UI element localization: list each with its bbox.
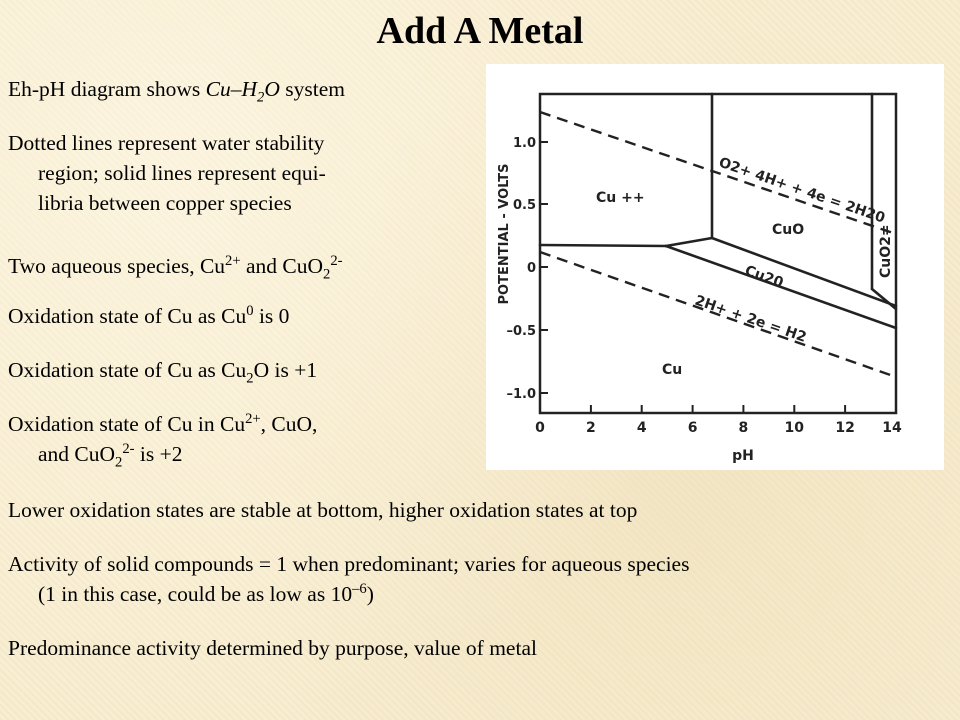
- label-water-upper: O2+ 4H+ + 4e = 2H20: [716, 154, 887, 227]
- x-tick-6: 6: [687, 420, 698, 436]
- bullet-aqueous-species: Two aqueous species, $Cu^{2+}$ and CuO$_2^{2-}$: [8, 252, 343, 283]
- x-tick-2: 2: [586, 420, 596, 436]
- y-tick-1.0: 1.0: [512, 136, 536, 151]
- eh-ph-diagram: [486, 64, 944, 470]
- line-water-upper: [540, 112, 896, 234]
- bullet-activity: Activity of solid compounds = 1 when predominant; varies for aqueous species (1 in this case, could be as low as $10^{-6}$): [8, 552, 690, 606]
- y-tick-minus-1.0: –1.0: [506, 387, 536, 402]
- region-label-cuo: CuO: [772, 222, 805, 238]
- slide-title: Add A Metal: [376, 10, 584, 52]
- line-cu2plus-cu2o: [666, 238, 712, 246]
- bullet-oxidation-cu0: Oxidation state of Cu as Cu$^0$ is 0: [8, 302, 290, 328]
- x-tick-14: 14: [882, 420, 902, 436]
- x-tick-8: 8: [738, 420, 749, 436]
- region-label-cu: Cu: [662, 362, 683, 378]
- region-label-cuo2: CuO2=: [878, 224, 894, 278]
- bullet-oxidation-cu2o: Oxidation state of Cu as $Cu_2O$ is +1: [8, 358, 318, 387]
- y-tick-0.5: 0.5: [512, 198, 536, 213]
- bullet-oxidation-stability: Lower oxidation states are stable at bottom, higher oxidation states at top: [8, 498, 638, 522]
- label-water-lower: 2H+ + 2e = H2: [692, 292, 809, 346]
- bullet-dotted-lines: Dotted lines represent water stability region; solid lines represent equi- libria between copper species: [8, 131, 326, 215]
- y-tick-minus-0.5: –0.5: [506, 324, 536, 339]
- x-tick-0: 0: [535, 420, 545, 436]
- bullet-predominance: Predominance activity determined by purpose, value of metal: [8, 636, 537, 660]
- y-tick-0: 0: [526, 261, 536, 276]
- line-cu2plus-cu-horizontal: [540, 245, 666, 246]
- x-tick-12: 12: [835, 420, 855, 436]
- x-tick-10: 10: [784, 420, 805, 436]
- bullet-eh-ph-system: Eh-pH diagram shows $Cu-H_2O$ system: [8, 77, 345, 106]
- region-label-cu2plus: Cu ++: [596, 190, 645, 206]
- y-axis-label: POTENTIAL - VOLTS: [497, 163, 512, 305]
- bullet-oxidation-plus2: Oxidation state of Cu in $Cu^{2+}$, CuO, and CuO$_2^{2-}$ is +2: [8, 410, 318, 471]
- plot-frame: [540, 94, 896, 413]
- x-tick-4: 4: [636, 420, 647, 436]
- x-axis-label: pH: [732, 448, 754, 464]
- region-label-cu2o: Cu20: [742, 262, 786, 292]
